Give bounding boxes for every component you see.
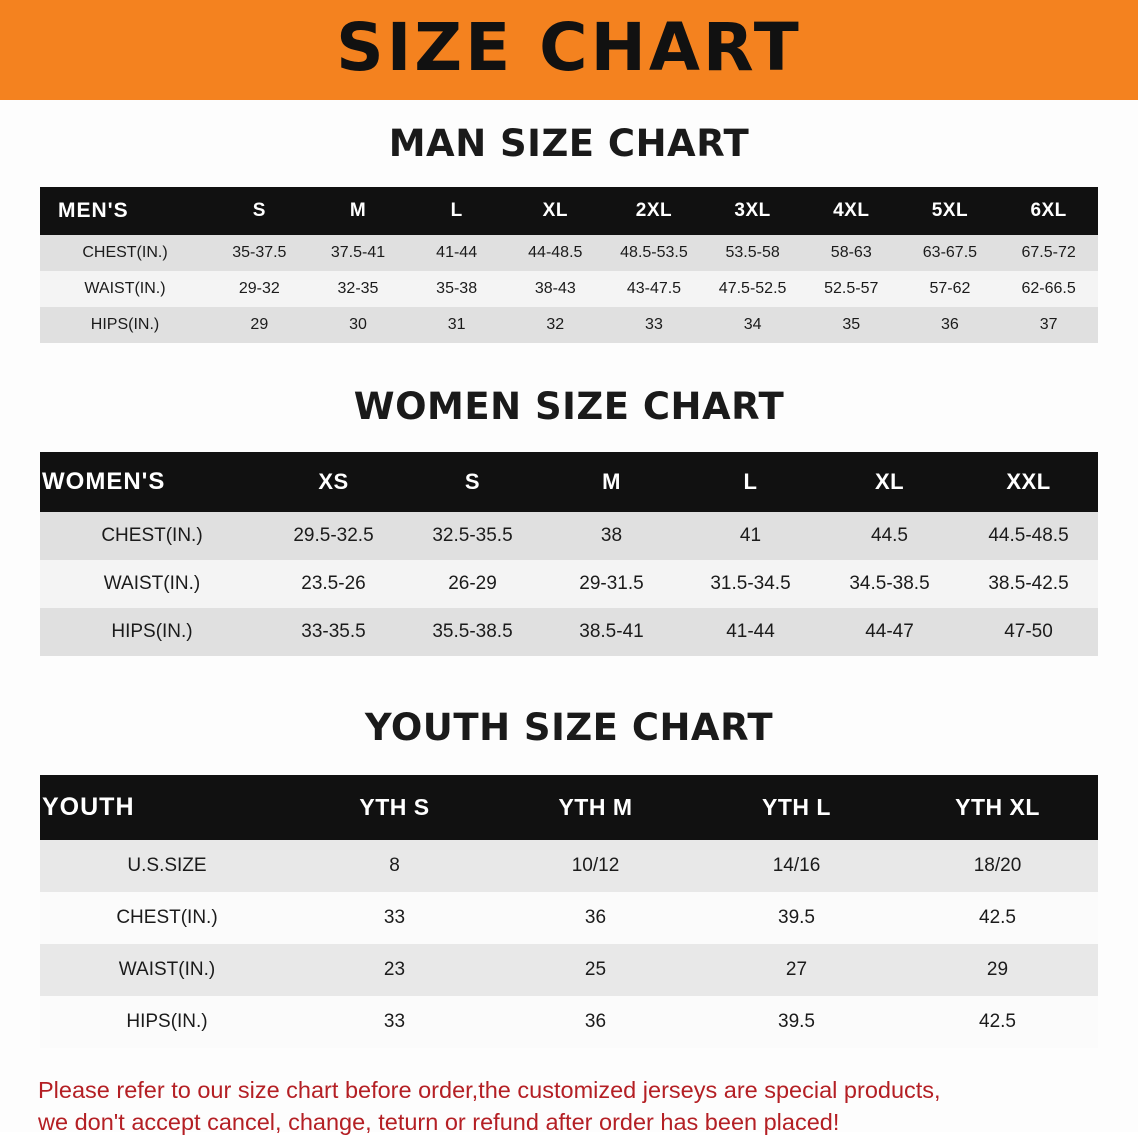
table-cell: 33 — [294, 892, 495, 944]
row-label: WAIST(IN.) — [40, 560, 264, 608]
man-table-wrap — [0, 187, 1138, 343]
table-row — [40, 512, 1098, 560]
table-cell: 44-48.5 — [506, 235, 605, 271]
table-cell: 44.5-48.5 — [959, 512, 1098, 560]
table-cell: 8 — [294, 840, 495, 892]
women-table-body — [40, 512, 1098, 656]
women-header-cell: XXL — [959, 452, 1098, 512]
table-cell: 25 — [495, 944, 696, 996]
youth-table-wrap — [0, 775, 1138, 1048]
youth-header-cell: YTH S — [294, 775, 495, 840]
table-row — [40, 560, 1098, 608]
table-header-row — [40, 452, 1098, 512]
table-header-row — [40, 775, 1098, 840]
table-cell: 23 — [294, 944, 495, 996]
women-header-cell: XL — [820, 452, 959, 512]
table-cell: 41 — [681, 512, 820, 560]
men-header-cell: 2XL — [605, 187, 704, 235]
men-header-cell: 4XL — [802, 187, 901, 235]
table-cell: 44-47 — [820, 608, 959, 656]
table-cell: 32.5-35.5 — [403, 512, 542, 560]
table-cell: 67.5-72 — [999, 235, 1098, 271]
youth-header-cell: YTH XL — [897, 775, 1098, 840]
table-cell: 53.5-58 — [703, 235, 802, 271]
table-cell: 39.5 — [696, 892, 897, 944]
table-cell: 41-44 — [681, 608, 820, 656]
table-cell: 26-29 — [403, 560, 542, 608]
youth-section-title: YOUTH SIZE CHART — [364, 706, 774, 749]
disclaimer-line-2: we don't accept cancel, change, teturn or refund after order has been placed! — [38, 1109, 840, 1136]
table-cell: 62-66.5 — [999, 271, 1098, 307]
table-cell: 35.5-38.5 — [403, 608, 542, 656]
youth-size-table — [40, 775, 1098, 1048]
table-cell: 42.5 — [897, 892, 1098, 944]
table-row — [40, 307, 1098, 343]
women-section-title: WOMEN SIZE CHART — [353, 385, 785, 428]
table-cell: 10/12 — [495, 840, 696, 892]
table-cell: 37.5-41 — [309, 235, 408, 271]
table-cell: 33 — [294, 996, 495, 1048]
row-label: HIPS(IN.) — [40, 307, 210, 343]
table-cell: 18/20 — [897, 840, 1098, 892]
table-cell: 34 — [703, 307, 802, 343]
table-cell: 29 — [897, 944, 1098, 996]
row-label: CHEST(IN.) — [40, 235, 210, 271]
men-header-cell: 5XL — [901, 187, 1000, 235]
men-header-cell: XL — [506, 187, 605, 235]
youth-header-cell: YTH M — [495, 775, 696, 840]
table-cell: 14/16 — [696, 840, 897, 892]
table-row — [40, 996, 1098, 1048]
table-cell: 36 — [495, 892, 696, 944]
youth-header-cell: YTH L — [696, 775, 897, 840]
page-title: SIZE CHART — [336, 9, 802, 86]
table-cell: 29-31.5 — [542, 560, 681, 608]
table-cell: 38 — [542, 512, 681, 560]
man-section-title: MAN SIZE CHART — [388, 122, 750, 165]
table-row — [40, 944, 1098, 996]
youth-table-body — [40, 840, 1098, 1048]
table-cell: 42.5 — [897, 996, 1098, 1048]
men-header-cell: 3XL — [703, 187, 802, 235]
table-cell: 43-47.5 — [605, 271, 704, 307]
youth-table-header — [40, 775, 1098, 840]
table-cell: 63-67.5 — [901, 235, 1000, 271]
row-label: CHEST(IN.) — [40, 892, 294, 944]
table-cell: 35-38 — [407, 271, 506, 307]
table-cell: 38-43 — [506, 271, 605, 307]
row-label: U.S.SIZE — [40, 840, 294, 892]
table-cell: 32-35 — [309, 271, 408, 307]
disclaimer-line-1: Please refer to our size chart before order,the customized jerseys are special products, — [38, 1077, 941, 1103]
table-row — [40, 892, 1098, 944]
women-header-cell: XS — [264, 452, 403, 512]
women-header-cell: M — [542, 452, 681, 512]
women-header-label: WOMEN'S — [40, 452, 264, 512]
table-cell: 33 — [605, 307, 704, 343]
table-cell: 38.5-42.5 — [959, 560, 1098, 608]
table-header-row — [40, 187, 1098, 235]
table-cell: 52.5-57 — [802, 271, 901, 307]
table-cell: 35 — [802, 307, 901, 343]
men-table-body — [40, 235, 1098, 343]
table-cell: 29-32 — [210, 271, 309, 307]
row-label: HIPS(IN.) — [40, 996, 294, 1048]
men-table-header — [40, 187, 1098, 235]
table-cell: 58-63 — [802, 235, 901, 271]
women-size-table — [40, 452, 1098, 656]
table-cell: 29.5-32.5 — [264, 512, 403, 560]
table-cell: 31 — [407, 307, 506, 343]
table-cell: 33-35.5 — [264, 608, 403, 656]
table-row — [40, 608, 1098, 656]
men-header-cell: M — [309, 187, 408, 235]
table-cell: 34.5-38.5 — [820, 560, 959, 608]
youth-header-label: YOUTH — [40, 775, 294, 840]
table-cell: 47.5-52.5 — [703, 271, 802, 307]
men-header-cell: L — [407, 187, 506, 235]
table-cell: 41-44 — [407, 235, 506, 271]
table-row — [40, 271, 1098, 307]
women-header-cell: S — [403, 452, 542, 512]
row-label: HIPS(IN.) — [40, 608, 264, 656]
row-label: CHEST(IN.) — [40, 512, 264, 560]
table-cell: 36 — [495, 996, 696, 1048]
row-label: WAIST(IN.) — [40, 944, 294, 996]
table-cell: 39.5 — [696, 996, 897, 1048]
table-cell: 47-50 — [959, 608, 1098, 656]
table-cell: 30 — [309, 307, 408, 343]
table-row — [40, 840, 1098, 892]
page-banner — [0, 0, 1138, 100]
disclaimer-note — [38, 1074, 1100, 1139]
table-cell: 27 — [696, 944, 897, 996]
women-header-cell: L — [681, 452, 820, 512]
row-label: WAIST(IN.) — [40, 271, 210, 307]
men-size-table — [40, 187, 1098, 343]
table-cell: 35-37.5 — [210, 235, 309, 271]
table-cell: 44.5 — [820, 512, 959, 560]
table-cell: 29 — [210, 307, 309, 343]
women-table-wrap — [0, 452, 1138, 656]
table-row — [40, 235, 1098, 271]
table-cell: 57-62 — [901, 271, 1000, 307]
table-cell: 38.5-41 — [542, 608, 681, 656]
table-cell: 31.5-34.5 — [681, 560, 820, 608]
table-cell: 48.5-53.5 — [605, 235, 704, 271]
men-header-label: MEN'S — [40, 187, 210, 235]
table-cell: 36 — [901, 307, 1000, 343]
men-header-cell: 6XL — [999, 187, 1098, 235]
table-cell: 37 — [999, 307, 1098, 343]
men-header-cell: S — [210, 187, 309, 235]
table-cell: 32 — [506, 307, 605, 343]
women-table-header — [40, 452, 1098, 512]
table-cell: 23.5-26 — [264, 560, 403, 608]
